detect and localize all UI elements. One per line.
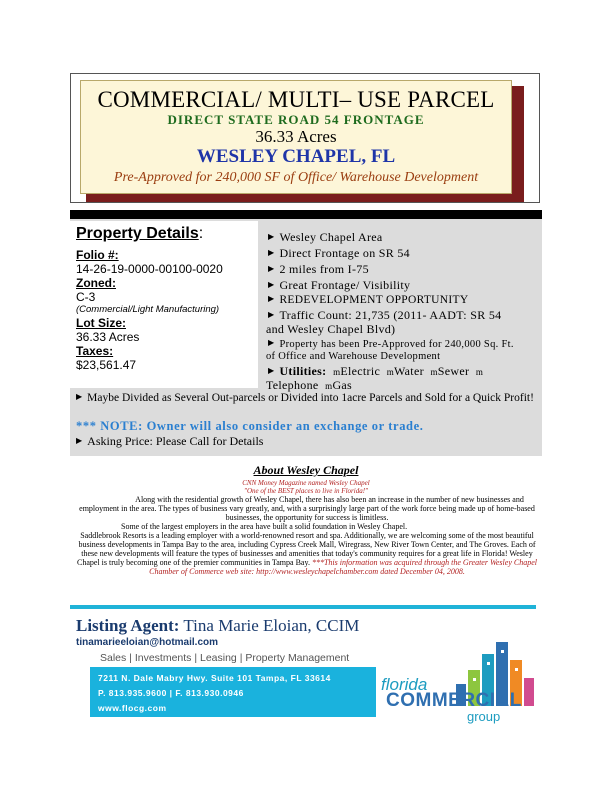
logo-text-florida: florida bbox=[381, 675, 428, 694]
utilities-label: Utilities: bbox=[279, 364, 327, 378]
taxes-label: Taxes: bbox=[76, 344, 114, 358]
zoned-note: (Commercial/Light Manufacturing) bbox=[76, 304, 220, 315]
feature-item-cont: and Wesley Chapel Blvd) bbox=[266, 322, 396, 336]
arrow-bullet-icon: ▶ bbox=[268, 264, 275, 273]
feature-item: ▶ Property has been Pre-Approved for 240,000 Sq. Ft. bbox=[268, 338, 514, 350]
acreage-heading: 36.33 Acres bbox=[255, 127, 337, 146]
divider-bar bbox=[70, 210, 542, 219]
arrow-bullet-icon: ▶ bbox=[268, 232, 275, 241]
listing-agent-label: Listing Agent: bbox=[76, 616, 180, 635]
arrow-bullet-icon: ▶ bbox=[268, 248, 275, 257]
feature-item: ▶ Traffic Count: 21,735 (2011- AADT: SR 54 bbox=[268, 308, 502, 322]
feature-item: ▶ Direct Frontage on SR 54 bbox=[268, 246, 410, 260]
about-paragraph: Some of the largest employers in the area have built a solid foundation in Wesley Chapel. bbox=[121, 522, 408, 531]
about-heading: About Wesley Chapel bbox=[253, 463, 359, 477]
folio-value: 14-26-19-0000-00100-0020 bbox=[76, 262, 223, 276]
website-link[interactable]: www.flocg.com bbox=[98, 703, 167, 713]
agent-email-link[interactable]: tinamarieeloian@hotmail.com bbox=[76, 637, 219, 648]
taxes-value: $23,561.47 bbox=[76, 358, 137, 372]
feature-item: ▶ REDEVELOPMENT OPPORTUNITY bbox=[268, 294, 469, 306]
office-address: 7211 N. Dale Mabry Hwy. Suite 101 Tampa, FL 33614 bbox=[98, 673, 331, 683]
approval-tagline: Pre-Approved for 240,000 SF of Office/ Warehouse Development bbox=[113, 170, 479, 185]
utilities-row-cont: Telephone mGas bbox=[266, 378, 352, 392]
property-details-heading bbox=[76, 225, 203, 243]
about-body bbox=[76, 495, 538, 576]
utilities-row: ▶ Utilities: mElectric mWater mSewer m bbox=[268, 364, 484, 378]
asking-price: ▶ Asking Price: Please Call for Details bbox=[76, 434, 264, 448]
lot-size-value: 36.33 Acres bbox=[76, 330, 140, 344]
arrow-bullet-icon: ▶ bbox=[76, 436, 83, 445]
cnn-quote-line1: CNN Money Magazine named Wesley Chapel bbox=[242, 479, 370, 487]
arrow-bullet-icon: ▶ bbox=[268, 366, 275, 375]
arrow-bullet-icon: ▶ bbox=[76, 392, 83, 401]
zoned-label: Zoned: bbox=[76, 276, 116, 290]
header-shadow-bottom bbox=[86, 194, 524, 202]
feature-item: ▶ Great Frontage/ Visibility bbox=[268, 278, 411, 292]
divided-note: ▶ Maybe Divided as Several Out-parcels or Divided into 1acre Parcels and Sold for a Quick Profit! bbox=[76, 392, 534, 404]
about-paragraph: Along with the residential growth of Wesley Chapel, there has also been an increase in the number of new businesses and employment in the area. The types of business vary greatly, and, with a surprisingly large part of the work force being made up of home-based businesses, the opportunity for success is limitless. bbox=[79, 495, 535, 522]
header-shadow-right bbox=[512, 86, 524, 198]
subtitle-frontage: DIRECT STATE ROAD 54 FRONTAGE bbox=[167, 112, 425, 127]
arrow-bullet-icon: ▶ bbox=[268, 338, 275, 347]
logo-bar bbox=[524, 678, 534, 706]
agent-name: Tina Marie Eloian, CCIM bbox=[183, 616, 360, 635]
arrow-bullet-icon: ▶ bbox=[268, 310, 275, 319]
page-title: COMMERCIAL/ MULTI– USE PARCEL bbox=[97, 87, 495, 112]
arrow-bullet-icon: ▶ bbox=[268, 280, 275, 289]
city-heading: WESLEY CHAPEL, FL bbox=[196, 146, 396, 167]
about-paragraph: Saddlebrook Resorts is a leading employer with a world-renowned resort and spa. Additionally, we are welcoming some of the most beautiful business developments in Tampa Bay to the area, including Cypress Creek Mall, Wiregrass, New River Town Center, and The Groves. Each of these new developments will feature the types of businesses and amenities that today's community requires for a great life in Florida! Wesley Chapel is truly becoming one of the premier communities in Tampa Bay. ***This information was acquired through the Greater Wesley Chapel Chamber of Commerce web site: http://www.wesleychapelchamber.com dated December 04, 2008. bbox=[77, 531, 537, 576]
footer-accent-bar bbox=[70, 605, 536, 609]
feature-item: ▶ Wesley Chapel Area bbox=[268, 230, 383, 244]
property-details-title: Property Details bbox=[76, 225, 199, 242]
logo-text-commercial: COMMERCIAL bbox=[386, 690, 522, 711]
arrow-bullet-icon: ▶ bbox=[268, 294, 275, 303]
exchange-note: *** NOTE: Owner will also consider an exchange or trade. bbox=[76, 419, 424, 433]
heading-colon: : bbox=[198, 225, 204, 242]
feature-item: ▶ 2 miles from I-75 bbox=[268, 262, 369, 276]
phone-fax: P. 813.935.9600 | F. 813.930.0946 bbox=[98, 688, 244, 698]
source-citation: ***This information was acquired through the Greater Wesley Chapel Chamber of Commerce web site: http://www.wesleychapelchamber.com dated December 04, 2008. bbox=[149, 558, 537, 576]
folio-label: Folio #: bbox=[76, 248, 119, 262]
cnn-quote-line2: "One of the BEST places to live in Florida!" bbox=[244, 487, 368, 495]
logo-text-group: group bbox=[467, 709, 501, 724]
lot-size-label: Lot Size: bbox=[76, 316, 126, 330]
feature-item-cont: of Office and Warehouse Development bbox=[266, 351, 441, 362]
listing-agent bbox=[76, 616, 359, 636]
zoned-value: C-3 bbox=[76, 290, 96, 304]
services-list: Sales | Investments | Leasing | Property Management bbox=[100, 652, 350, 664]
